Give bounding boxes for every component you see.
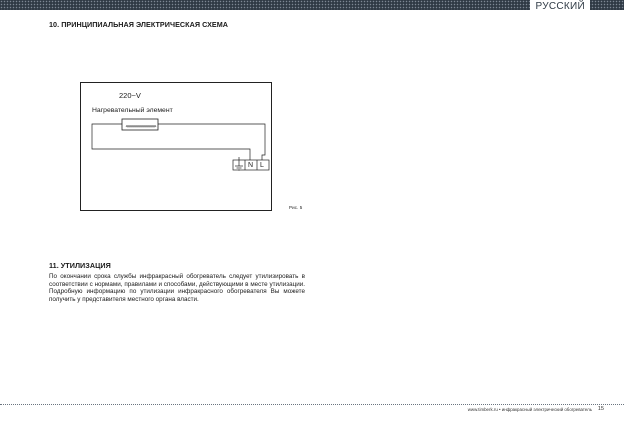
voltage-label: 220~V bbox=[119, 91, 141, 100]
section-title-disposal: 11. УТИЛИЗАЦИЯ bbox=[49, 261, 111, 270]
section-title-wiring-diagram: 10. ПРИНЦИПИАЛЬНАЯ ЭЛЕКТРИЧЕСКАЯ СХЕМА bbox=[49, 20, 229, 29]
wiring-diagram-lines bbox=[81, 83, 273, 212]
footer-divider bbox=[0, 404, 624, 405]
page-number: 15 bbox=[597, 406, 604, 412]
disposal-paragraph: По окончании срока службы инфракрасный обогреватель следует утилизировать в соответствии с нормами, правилами и способами, действующими в месте утилизации. Подробную информацию по утилизации инфракрасного обогревателя Вы можете получить у представителя местного органа власти. bbox=[49, 273, 305, 303]
terminal-n-label: N bbox=[248, 162, 254, 169]
wire-live bbox=[158, 124, 265, 160]
wiring-diagram bbox=[80, 82, 272, 211]
language-tab: РУССКИЙ bbox=[530, 0, 590, 13]
terminal-l-label: L bbox=[260, 162, 264, 169]
wire-neutral bbox=[92, 124, 250, 160]
heating-coil bbox=[126, 126, 156, 128]
heating-element-label: Нагревательный элемент bbox=[92, 107, 173, 114]
heating-element-box bbox=[122, 119, 158, 130]
footer-website-text: www.timberk.ru • инфракрасный электрический обогреватель bbox=[467, 407, 592, 412]
figure-caption: Рис. 5 bbox=[289, 205, 303, 210]
ground-symbol-icon bbox=[235, 157, 243, 170]
